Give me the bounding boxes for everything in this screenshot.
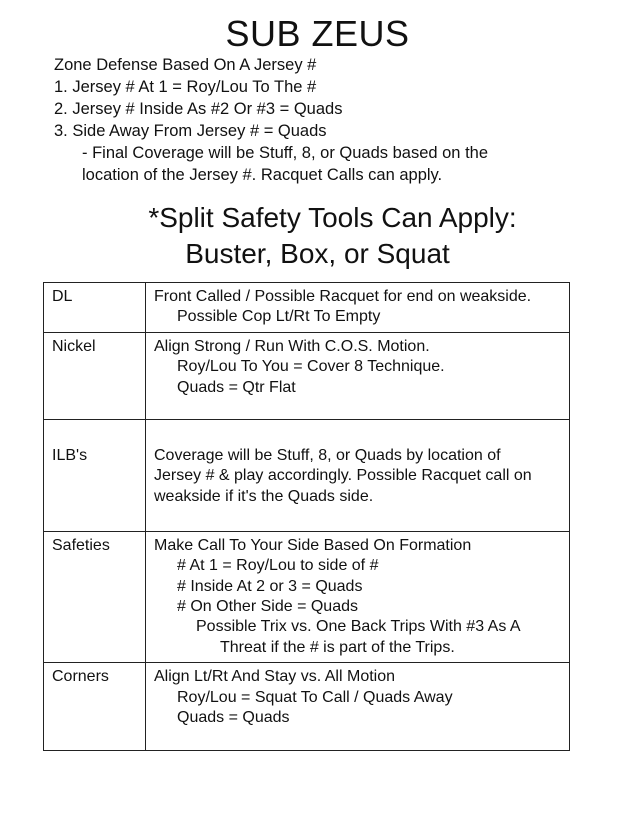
intro-heading: Zone Defense Based On A Jersey # bbox=[54, 56, 317, 74]
assignment-line: Align Lt/Rt And Stay vs. All Motion bbox=[154, 668, 396, 686]
assignment-cell bbox=[146, 531, 570, 662]
page-title: SUB ZEUS bbox=[225, 13, 410, 54]
position-cell: Corners bbox=[44, 663, 146, 751]
assignment-line: # Inside At 2 or 3 = Quads bbox=[177, 577, 363, 595]
assignment-line: Jersey # & play accordingly. Possible Racquet call on bbox=[154, 467, 532, 485]
assignment-line: Possible Cop Lt/Rt To Empty bbox=[177, 308, 381, 326]
assignment-line: Roy/Lou To You = Cover 8 Technique. bbox=[177, 358, 445, 376]
assignment-line: # At 1 = Roy/Lou to side of # bbox=[177, 557, 379, 575]
table-row-dl bbox=[44, 283, 570, 333]
table-row-nickel bbox=[44, 332, 570, 419]
intro-section bbox=[54, 54, 488, 186]
tools-line-1: *Split Safety Tools Can Apply: bbox=[148, 202, 517, 233]
assignment-line: Make Call To Your Side Based On Formation bbox=[154, 536, 472, 554]
assignment-line: weakside if it's the Quads side. bbox=[154, 487, 374, 505]
table-row-safeties bbox=[44, 531, 570, 662]
position-cell: Nickel bbox=[44, 332, 146, 419]
assignment-line: Front Called / Possible Racquet for end on weakside. bbox=[154, 288, 532, 305]
table-row-corners bbox=[44, 663, 570, 751]
intro-note-line-2: location of the Jersey #. Racquet Calls can apply. bbox=[82, 166, 443, 184]
assignment-cell bbox=[146, 419, 570, 531]
assignment-line: Align Strong / Run With C.O.S. Motion. bbox=[154, 337, 430, 355]
table-row-ilbs bbox=[44, 419, 570, 531]
intro-item-3: 3. Side Away From Jersey # = Quads bbox=[54, 122, 327, 140]
assignment-cell bbox=[146, 332, 570, 419]
tools-line-2: Buster, Box, or Squat bbox=[185, 238, 450, 269]
assignment-line: # On Other Side = Quads bbox=[177, 598, 358, 616]
intro-item-2: 2. Jersey # Inside As #2 Or #3 = Quads bbox=[54, 100, 343, 118]
assignment-line: Quads = Qtr Flat bbox=[177, 378, 296, 396]
position-cell: DL bbox=[44, 283, 146, 333]
intro-note-line-1: - Final Coverage will be Stuff, 8, or Quads based on the bbox=[82, 144, 489, 162]
assignment-cell bbox=[146, 283, 570, 333]
assignment-cell bbox=[146, 663, 570, 751]
assignment-line: Roy/Lou = Squat To Call / Quads Away bbox=[177, 688, 453, 706]
assignment-line: Possible Trix vs. One Back Trips With #3 As A bbox=[196, 618, 521, 636]
position-cell: ILB's bbox=[44, 419, 146, 531]
split-safety-tools bbox=[0, 200, 635, 272]
assignment-line: Quads = Quads bbox=[177, 709, 290, 727]
intro-item-1: 1. Jersey # At 1 = Roy/Lou To The # bbox=[54, 78, 317, 96]
position-cell: Safeties bbox=[44, 531, 146, 662]
assignment-line: Coverage will be Stuff, 8, or Quads by location of bbox=[154, 446, 501, 464]
coverage-table bbox=[43, 282, 570, 751]
assignment-line: Threat if the # is part of the Trips. bbox=[220, 638, 455, 656]
